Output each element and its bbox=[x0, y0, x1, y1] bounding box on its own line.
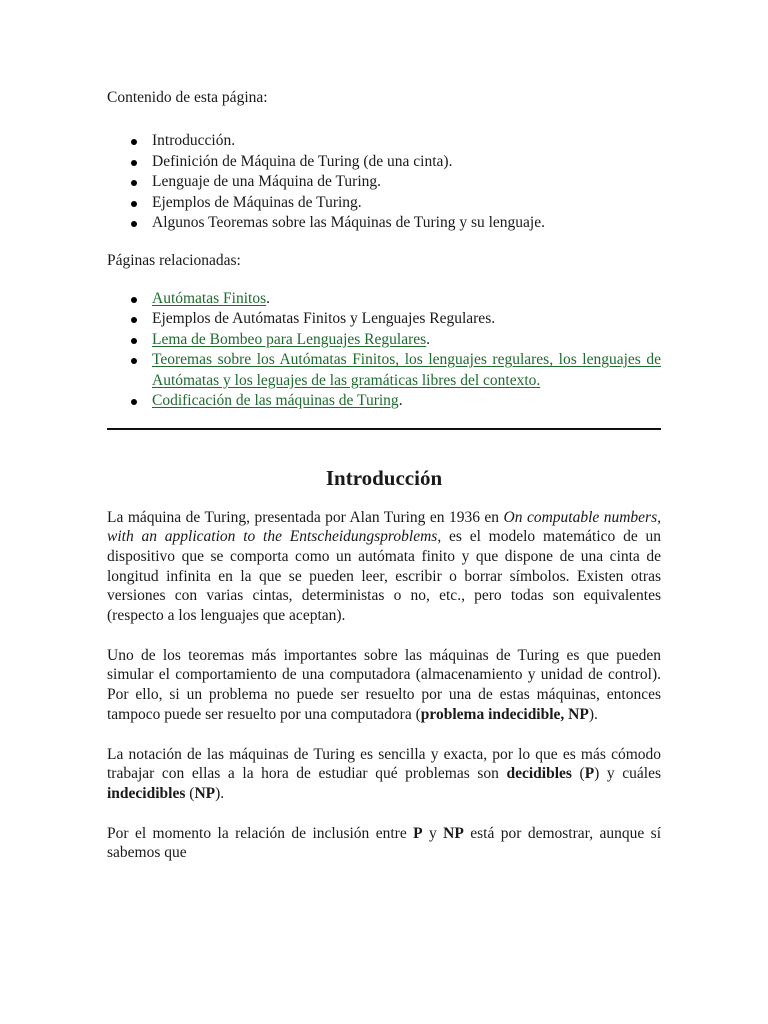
intro-paragraph-1 bbox=[107, 508, 661, 626]
related-item-lema-bombeo bbox=[107, 330, 661, 351]
text-run: , es el modelo matemático de un dispositivo que se comporta como un autómata finito y que dispone de una cinta de longitud infinita en la que se pueden leer, escribir o borrar símbolos. Existen otras versiones con varias cintas, deterministas o no, etc., pero todas son equivalentes (respecto a los lenguajes que aceptan). bbox=[107, 528, 661, 625]
link-lema-bombeo[interactable]: Lema de Bombeo para Lenguajes Regulares bbox=[152, 330, 427, 348]
bold-term: P bbox=[413, 824, 423, 842]
punctuation: . bbox=[426, 330, 431, 348]
related-list bbox=[107, 289, 661, 412]
link-automatas-finitos[interactable]: Autómatas Finitos bbox=[152, 289, 267, 307]
contents-item[interactable]: Introducción. bbox=[107, 131, 661, 152]
punctuation: . bbox=[266, 289, 270, 307]
paper-title: On computable numbers, with an application to the Entscheidungsproblems bbox=[107, 508, 661, 546]
text-run: ). bbox=[588, 705, 598, 723]
bold-term: problema indecidible, NP bbox=[420, 705, 589, 723]
contents-list bbox=[107, 131, 661, 234]
contents-item[interactable]: Algunos Teoremas sobre las Máquinas de Turing y su lenguaje. bbox=[107, 213, 661, 234]
text-run: La notación de las máquinas de Turing es sencilla y exacta, por lo que es más cómodo trabajar con ellas a la hora de estudiar qué problemas son bbox=[107, 745, 661, 783]
related-item-codificacion bbox=[107, 391, 661, 412]
link-teoremas[interactable]: Teoremas sobre los Autómatas Finitos, los lenguajes regulares, los lenguajes de Autómatas y los leguajes de las gramáticas libres del contexto. bbox=[152, 351, 661, 389]
contents-item[interactable]: Ejemplos de Máquinas de Turing. bbox=[107, 193, 661, 214]
contents-label: Contenido de esta página: bbox=[107, 89, 268, 106]
contents-item[interactable]: Definición de Máquina de Turing (de una cinta). bbox=[107, 152, 661, 173]
bold-term: P bbox=[584, 765, 595, 783]
text-run: está por demostrar, aunque sí sabemos que bbox=[107, 824, 662, 862]
text-run: ) y cuáles bbox=[594, 765, 661, 783]
text-run: Uno de los teoremas más importantes sobre las máquinas de Turing es que pueden simular el comportamiento de una computadora (almacenamiento y unidad de control). Por ello, si un problema no puede ser resuelto por una de estas máquinas, entonces tampoco puede ser resuelto por una computadora ( bbox=[107, 646, 661, 723]
intro-paragraph-3 bbox=[107, 745, 661, 804]
text-run: Por el momento la relación de inclusión entre bbox=[107, 824, 414, 842]
bold-term: NP bbox=[443, 824, 464, 842]
intro-paragraph-2 bbox=[107, 646, 661, 725]
contents-item[interactable]: Lenguaje de una Máquina de Turing. bbox=[107, 172, 661, 193]
text-run: ). bbox=[215, 784, 225, 802]
text-run: y bbox=[422, 824, 444, 842]
document-page bbox=[107, 88, 661, 863]
text-run: ( bbox=[185, 784, 195, 802]
intro-paragraph-4 bbox=[107, 824, 661, 863]
section-divider bbox=[107, 428, 661, 430]
bold-term: indecidibles bbox=[107, 784, 186, 802]
related-item-ejemplos bbox=[107, 309, 661, 330]
related-item-automatas-finitos bbox=[107, 289, 661, 310]
text-run: La máquina de Turing, presentada por Alan Turing en 1936 en bbox=[107, 508, 504, 526]
related-item-teoremas bbox=[107, 350, 661, 391]
text-run: ( bbox=[571, 765, 585, 783]
punctuation: . bbox=[398, 392, 403, 409]
section-heading-introduccion: Introducción bbox=[325, 465, 443, 490]
bold-term: NP bbox=[194, 784, 216, 802]
related-item-text: Ejemplos de Autómatas Finitos y Lenguajes Regulares. bbox=[152, 310, 496, 327]
link-codificacion[interactable]: Codificación de las máquinas de Turing bbox=[152, 392, 399, 409]
related-label: Páginas relacionadas: bbox=[107, 251, 241, 269]
bold-term: decidibles bbox=[506, 765, 572, 783]
